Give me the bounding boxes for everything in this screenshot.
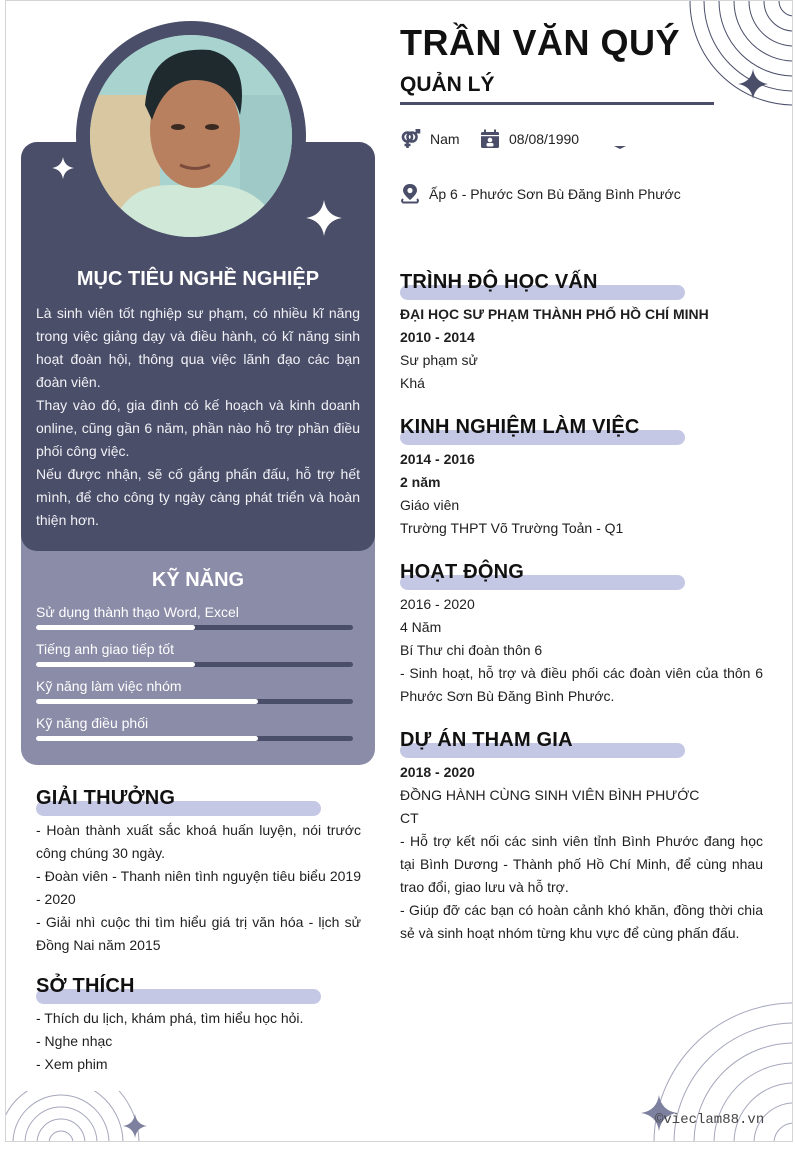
section-heading bbox=[400, 561, 763, 589]
education-grade: Khá bbox=[400, 375, 425, 391]
education-major: Sư phạm sử bbox=[400, 352, 478, 368]
section-heading bbox=[400, 729, 763, 757]
skill-bar-fill bbox=[36, 736, 258, 741]
project-period: 2018 - 2020 bbox=[400, 764, 475, 780]
watermark: ©vieclam88.vn bbox=[655, 1112, 765, 1128]
section-heading bbox=[36, 975, 361, 1003]
objective-text bbox=[36, 302, 360, 532]
project-detail: - Giúp đỡ các bạn có hoàn cảnh khó khăn, đồng thời chia sẻ và sinh hoạt nhóm từng khu vực để cùng phấn đấu. bbox=[400, 902, 763, 941]
sparkle-icon bbox=[306, 200, 342, 236]
role-divider bbox=[400, 102, 714, 105]
school-name: ĐẠI HỌC SƯ PHẠM THÀNH PHỐ HỒ CHÍ MINH bbox=[400, 306, 709, 322]
sparkle-icon bbox=[123, 1114, 147, 1138]
hobbies-title: SỞ THÍCH bbox=[36, 975, 135, 997]
skill-bar bbox=[36, 662, 353, 667]
skills-title: KỸ NĂNG bbox=[151, 569, 245, 591]
activities-section bbox=[400, 561, 763, 708]
skill-bar bbox=[36, 625, 353, 630]
project-role: CT bbox=[400, 810, 419, 826]
activity-position: Bí Thư chi đoàn thôn 6 bbox=[400, 642, 543, 658]
award-item: - Hoàn thành xuất sắc khoá huấn luyện, nói trước công chúng 30 ngày. bbox=[36, 822, 361, 861]
education-section bbox=[400, 271, 763, 395]
calendar-icon bbox=[480, 129, 500, 149]
education-body bbox=[400, 303, 763, 395]
skill-item bbox=[36, 676, 353, 713]
skill-bar bbox=[36, 699, 353, 704]
gender-info bbox=[400, 129, 460, 149]
experience-duration: 2 năm bbox=[400, 474, 441, 490]
hobby-item: - Xem phim bbox=[36, 1056, 108, 1072]
objective-paragraph: Thay vào đó, gia đình có kế hoạch và kinh doanh online, cũng gần 6 năm, phần nào hỗ trợ phần điều phối công việc. bbox=[36, 397, 360, 459]
skill-bar-fill bbox=[36, 662, 195, 667]
skill-bar-fill bbox=[36, 625, 195, 630]
section-heading bbox=[400, 416, 763, 444]
projects-section bbox=[400, 729, 763, 945]
activities-body bbox=[400, 593, 763, 708]
address-value: Ấp 6 - Phước Sơn Bù Đăng Bình Phước bbox=[429, 185, 681, 202]
dropdown-caret-icon bbox=[614, 146, 626, 149]
objective-paragraph: Là sinh viên tốt nghiệp sư phạm, có nhiều kĩ năng trong việc giảng dạy và điều hành, có kĩ năng sinh hoạt đoàn hội, thông qua việc lãnh đạo các bạn đoàn viên. bbox=[36, 305, 360, 390]
skills-list bbox=[36, 602, 353, 750]
hobbies-section bbox=[36, 975, 361, 1076]
birthdate-info bbox=[480, 129, 579, 149]
awards-title: GIẢI THƯỞNG bbox=[36, 787, 176, 809]
awards-section bbox=[36, 787, 361, 957]
address-info bbox=[400, 183, 681, 204]
experience-section bbox=[400, 416, 763, 540]
experience-position: Giáo viên bbox=[400, 497, 460, 513]
projects-body bbox=[400, 761, 763, 945]
section-heading bbox=[400, 271, 763, 299]
skill-item bbox=[36, 713, 353, 750]
gender-icon bbox=[400, 129, 421, 149]
activities-title: HOẠT ĐỘNG bbox=[400, 561, 525, 583]
projects-title: DỰ ÁN THAM GIA bbox=[400, 729, 573, 751]
skill-item bbox=[36, 602, 353, 639]
skill-name: Kỹ năng làm việc nhóm bbox=[36, 678, 182, 694]
experience-title: KINH NGHIỆM LÀM VIỆC bbox=[400, 416, 640, 438]
location-pin-icon bbox=[400, 183, 420, 204]
skill-name: Sử dụng thành thạo Word, Excel bbox=[36, 604, 239, 620]
skill-name: Tiếng anh giao tiếp tốt bbox=[36, 641, 175, 657]
sparkle-icon bbox=[738, 69, 768, 99]
hobby-item: - Nghe nhạc bbox=[36, 1033, 113, 1049]
skill-item bbox=[36, 639, 353, 676]
activity-description: - Sinh hoạt, hỗ trợ và điều phối các đoàn viên của thôn 6 Phước Sơn Bù Đăng Bình Phước. bbox=[400, 665, 763, 704]
candidate-name: TRẦN VĂN QUÝ bbox=[400, 22, 681, 63]
gender-value: Nam bbox=[430, 131, 460, 147]
education-period: 2010 - 2014 bbox=[400, 329, 475, 345]
sparkle-icon bbox=[52, 157, 74, 179]
award-item: - Đoàn viên - Thanh niên tình nguyện tiêu biểu 2019 - 2020 bbox=[36, 868, 361, 907]
award-item: - Giải nhì cuộc thi tìm hiểu giá trị văn hóa - lịch sử Đồng Nai năm 2015 bbox=[36, 914, 361, 953]
activity-period: 2016 - 2020 bbox=[400, 596, 475, 612]
experience-period: 2014 - 2016 bbox=[400, 451, 475, 467]
activity-duration: 4 Năm bbox=[400, 619, 442, 635]
birthdate-value: 08/08/1990 bbox=[509, 131, 580, 147]
education-title: TRÌNH ĐỘ HỌC VẤN bbox=[400, 271, 598, 293]
skill-name: Kỹ năng điều phối bbox=[36, 715, 149, 731]
awards-list bbox=[36, 819, 361, 957]
section-heading bbox=[36, 787, 361, 815]
experience-company: Trường THPT Võ Trường Toản - Q1 bbox=[400, 520, 624, 536]
avatar bbox=[90, 35, 292, 237]
project-name: ĐỒNG HÀNH CÙNG SINH VIÊN BÌNH PHƯỚC bbox=[400, 787, 700, 803]
objective-paragraph: Nếu được nhận, sẽ cố gắng phấn đấu, hỗ trợ hết mình, để cho công ty ngày càng phát triển và hoàn thiện hơn. bbox=[36, 466, 360, 528]
skill-bar-fill bbox=[36, 699, 258, 704]
skill-bar bbox=[36, 736, 353, 741]
objective-title: MỤC TIÊU NGHỀ NGHIỆP bbox=[76, 268, 320, 290]
hobby-item: - Thích du lịch, khám phá, tìm hiểu học hỏi. bbox=[36, 1010, 304, 1026]
candidate-role: QUẢN LÝ bbox=[400, 73, 495, 96]
hobbies-list bbox=[36, 1007, 361, 1076]
project-detail: - Hỗ trợ kết nối các sinh viên tỉnh Bình Phước đang học tại Bình Dương - Thành phố Hồ Chí Minh, để cùng nhau trao đổi, giao lưu và hỗ trợ. bbox=[400, 833, 763, 895]
experience-body bbox=[400, 448, 763, 540]
